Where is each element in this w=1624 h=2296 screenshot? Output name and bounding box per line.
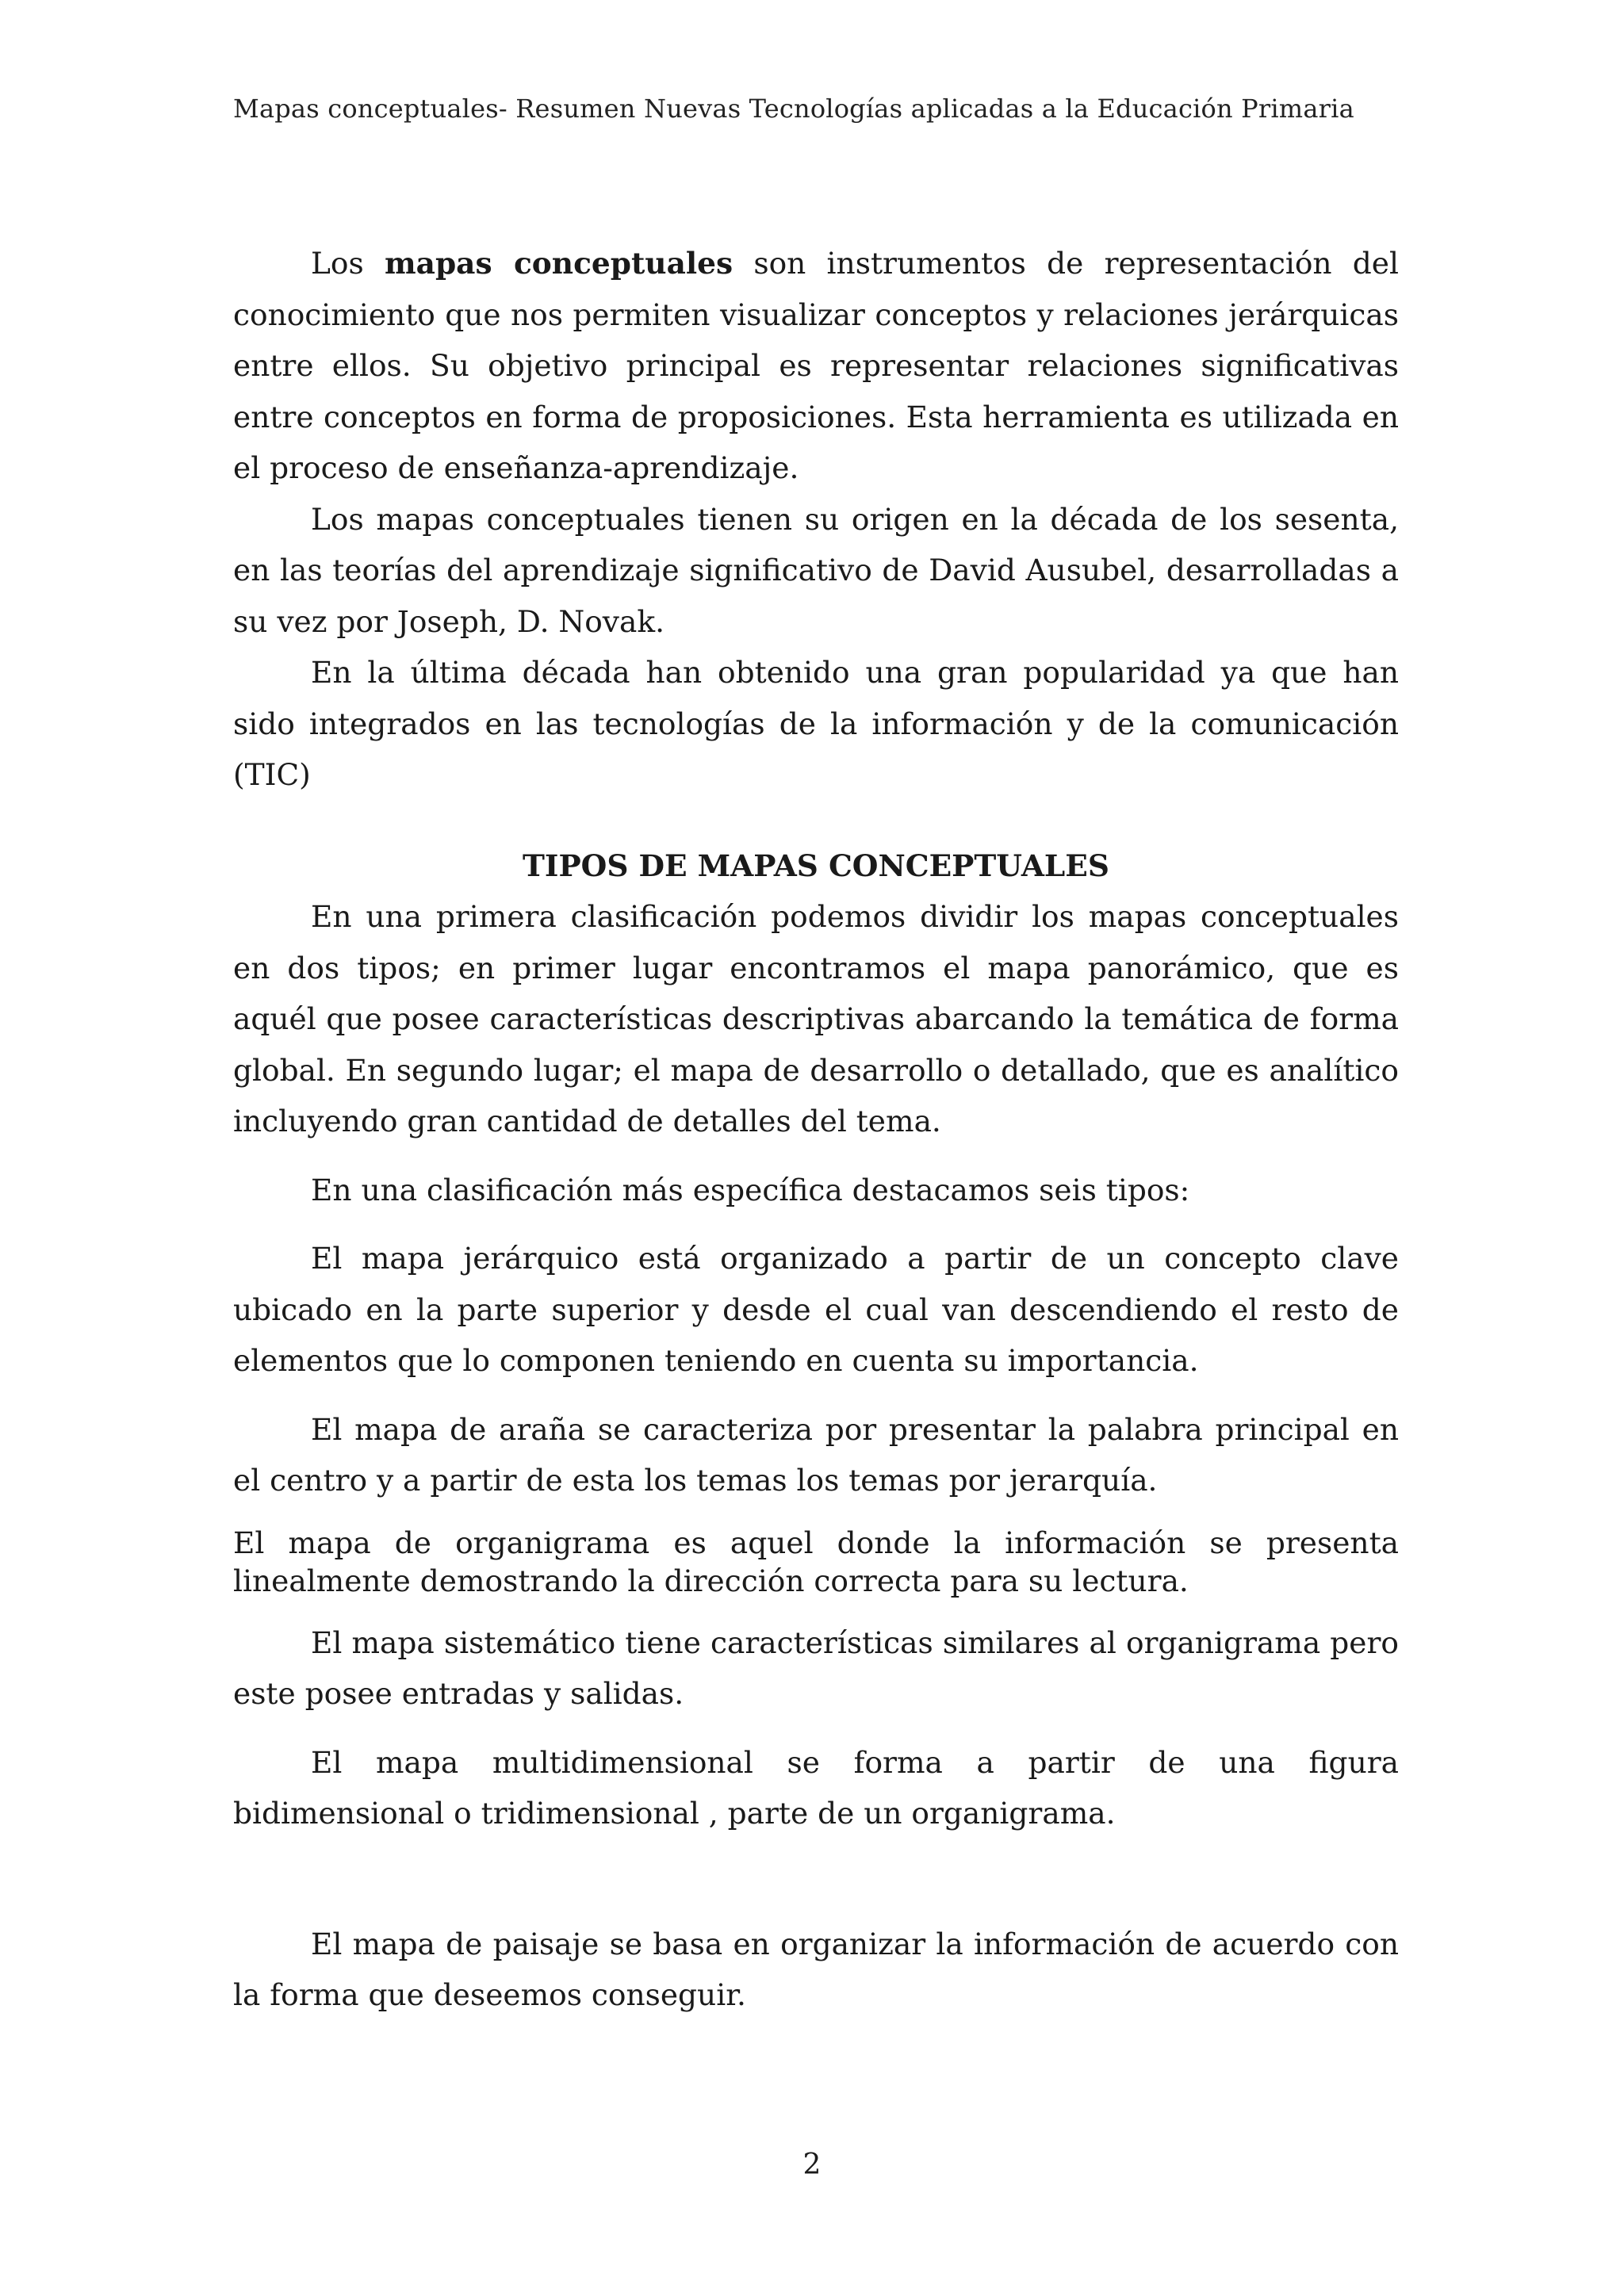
multidimensional-paragraph: El mapa multidimensional se forma a partir de una figura bidimensional o tridimensional , parte de un organigrama. (233, 1744, 1399, 1831)
intro-pre: Los (311, 246, 385, 281)
paisaje-paragraph: El mapa de paisaje se basa en organizar la información de acuerdo con la forma que deseemos conseguir. (233, 1926, 1399, 2012)
intro-paragraph (233, 238, 1399, 494)
intro-bold-term: mapas conceptuales (384, 246, 733, 281)
page-number: 2 (802, 2149, 822, 2181)
origin-paragraph: Los mapas conceptuales tienen su origen en la década de los sesenta, en las teorías del aprendizaje significativo de David Ausubel, desarrolladas a su vez por Joseph, D. Novak. (233, 501, 1399, 639)
jerarquico-paragraph: El mapa jerárquico está organizado a partir de un concepto clave ubicado en la parte superior y desde el cual van descendiendo el resto de elementos que lo componen teniendo en cuenta su importancia. (233, 1241, 1399, 1378)
intro-post: son instrumentos de representación del conocimiento que nos permiten visualizar conceptos y relaciones jerárquicas entre ellos. Su objetivo principal es representar relaciones significativas entre conceptos en forma de proposiciones. Esta herramienta es utilizada en el proceso de enseñanza-aprendizaje. (233, 246, 1399, 485)
types-specific-paragraph: En una clasificación más específica destacamos seis tipos: (311, 1172, 1190, 1207)
types-intro-paragraph: En una primera clasificación podemos dividir los mapas conceptuales en dos tipos; en primer lugar encontramos el mapa panorámico, que es aquél que posee características descriptivas abarcando la temática de forma global. En segundo lugar; el mapa de desarrollo o detallado, que es analítico incluyendo gran cantidad de detalles del tema. (233, 899, 1399, 1138)
tic-paragraph: En la última década han obtenido una gran popularidad ya que han sido integrados en las tecnologías de la información y de la comunicación (TIC) (233, 655, 1399, 792)
document-body (233, 238, 1399, 2021)
section-title: TIPOS DE MAPAS CONCEPTUALES (523, 848, 1109, 883)
running-header: Mapas conceptuales- Resumen Nuevas Tecnologías aplicadas a la Educación Primaria (233, 94, 1354, 124)
arana-paragraph: El mapa de araña se caracteriza por presentar la palabra principal en el centro y a partir de esta los temas los temas por jerarquía. (233, 1411, 1399, 1498)
sistematico-paragraph: El mapa sistemático tiene características similares al organigrama pero este posee entradas y salidas. (233, 1624, 1399, 1711)
organigrama-paragraph: El mapa de organigrama es aquel donde la información se presenta linealmente demostrando la dirección correcta para su lectura. (233, 1525, 1399, 1598)
